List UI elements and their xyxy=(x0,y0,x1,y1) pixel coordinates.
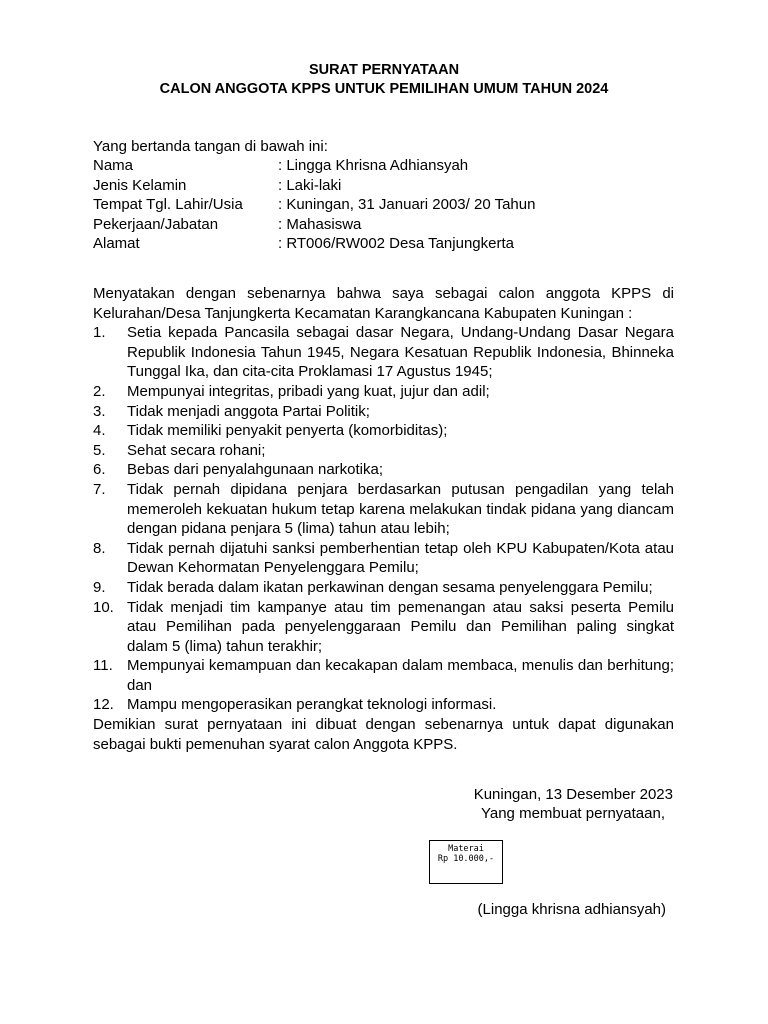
list-item xyxy=(93,695,674,715)
list-text: Tidak berada dalam ikatan perkawinan dengan sesama penyelenggara Pemilu; xyxy=(127,578,653,596)
intro-text: Yang bertanda tangan di bawah ini: xyxy=(93,138,328,155)
list-text: Mempunyai integritas, pribadi yang kuat, jujur dan adil; xyxy=(127,382,490,400)
list-item xyxy=(93,382,674,402)
requirements-list xyxy=(93,323,674,715)
list-number: 3. xyxy=(93,402,106,420)
document-subtitle: CALON ANGGOTA KPPS UNTUK PEMILIHAN UMUM TAHUN 2024 xyxy=(159,81,609,97)
list-number: 9. xyxy=(93,578,106,596)
list-item xyxy=(93,421,674,441)
list-text: Setia kepada Pancasila sebagai dasar Negara, Undang-Undang Dasar Negara Republik Indonesia Tahun 1945, Negara Kesatuan Republik Indonesia, Bhinneka Tunggal Ika, dan cita-cita Proklamasi 17 Agustus 1945; xyxy=(127,324,674,381)
list-item xyxy=(93,598,674,657)
identity-label: Pekerjaan/Jabatan xyxy=(93,215,219,233)
stamp-value: Rp 10.000,- xyxy=(437,854,495,864)
identity-table xyxy=(93,156,535,254)
materai-stamp-box xyxy=(429,840,503,884)
identity-value: : RT006/RW002 Desa Tanjungkerta xyxy=(278,235,514,253)
identity-row-tempat-tgl-lahir xyxy=(93,195,535,215)
identity-value: : Laki-laki xyxy=(278,176,342,194)
closing-paragraph: Demikian surat pernyataan ini dibuat dengan sebenarnya untuk dapat digunakan sebagai bukti pemenuhan syarat calon Anggota KPPS. xyxy=(93,716,674,753)
statement-lead: Menyatakan dengan sebenarnya bahwa saya sebagai calon anggota KPPS di Kelurahan/Desa Tanjungkerta Kecamatan Karangkancana Kabupaten Kuningan : xyxy=(93,285,674,322)
maker-label: Yang membuat pernyataan, xyxy=(480,805,665,822)
list-text: Tidak pernah dijatuhi sanksi pemberhentian tetap oleh KPU Kabupaten/Kota atau Dewan Kehormatan Penyelenggara Pemilu; xyxy=(127,539,674,577)
statement-body xyxy=(93,284,674,754)
document-title: SURAT PERNYATAAN xyxy=(308,62,460,78)
list-number: 7. xyxy=(93,480,106,498)
identity-value: : Lingga Khrisna Adhiansyah xyxy=(278,157,469,174)
list-text: Bebas dari penyalahgunaan narkotika; xyxy=(127,461,384,479)
list-text: Mampu mengoperasikan perangkat teknologi informasi. xyxy=(127,696,497,714)
list-item xyxy=(93,460,674,480)
list-item xyxy=(93,323,674,382)
list-number: 10. xyxy=(93,598,114,616)
list-number: 1. xyxy=(93,324,106,342)
list-item xyxy=(93,656,674,695)
list-number: 6. xyxy=(93,461,106,479)
identity-value: : Mahasiswa xyxy=(278,215,362,233)
place-date: Kuningan, 13 Desember 2023 xyxy=(473,786,673,803)
identity-label: Jenis Kelamin xyxy=(93,176,187,194)
signer-name: (Lingga khrisna adhiansyah) xyxy=(477,901,666,918)
identity-label: Tempat Tgl. Lahir/Usia xyxy=(93,196,243,214)
identity-row-pekerjaan xyxy=(93,215,535,235)
list-text: Tidak pernah dipidana penjara berdasarkan putusan pengadilan yang telah memeroleh kekuatan hukum tetap karena melakukan tindak pidana yang diancam dengan pidana penjara 5 (lima) tahun atau lebih; xyxy=(127,480,674,538)
identity-label: Nama xyxy=(93,157,134,174)
identity-row-nama xyxy=(93,156,535,176)
list-item xyxy=(93,539,674,578)
identity-value: : Kuningan, 31 Januari 2003/ 20 Tahun xyxy=(278,196,536,214)
list-number: 5. xyxy=(93,441,106,459)
stamp-label: Materai xyxy=(448,844,484,854)
list-number: 4. xyxy=(93,422,106,440)
list-text: Tidak menjadi tim kampanye atau tim pemenangan atau saksi peserta Pemilu atau Pemilihan pada penyelenggaraan Pemilu dan Pemilihan paling singkat dalam 5 (lima) tahun terakhir; xyxy=(127,598,674,655)
list-number: 8. xyxy=(93,539,106,557)
list-item xyxy=(93,441,674,461)
list-item xyxy=(93,480,674,539)
list-number: 12. xyxy=(93,696,114,714)
list-text: Tidak memiliki penyakit penyerta (komorbiditas); xyxy=(127,422,448,440)
list-text: Sehat secara rohani; xyxy=(127,441,266,459)
identity-row-jenis-kelamin xyxy=(93,176,535,196)
list-text: Mempunyai kemampuan dan kecakapan dalam membaca, menulis dan berhitung; dan xyxy=(127,657,674,694)
list-item xyxy=(93,402,674,422)
list-number: 2. xyxy=(93,382,106,400)
list-item xyxy=(93,578,674,598)
identity-label: Alamat xyxy=(93,235,140,253)
list-number: 11. xyxy=(93,657,113,675)
identity-row-alamat xyxy=(93,234,535,254)
list-text: Tidak menjadi anggota Partai Politik; xyxy=(127,402,370,420)
